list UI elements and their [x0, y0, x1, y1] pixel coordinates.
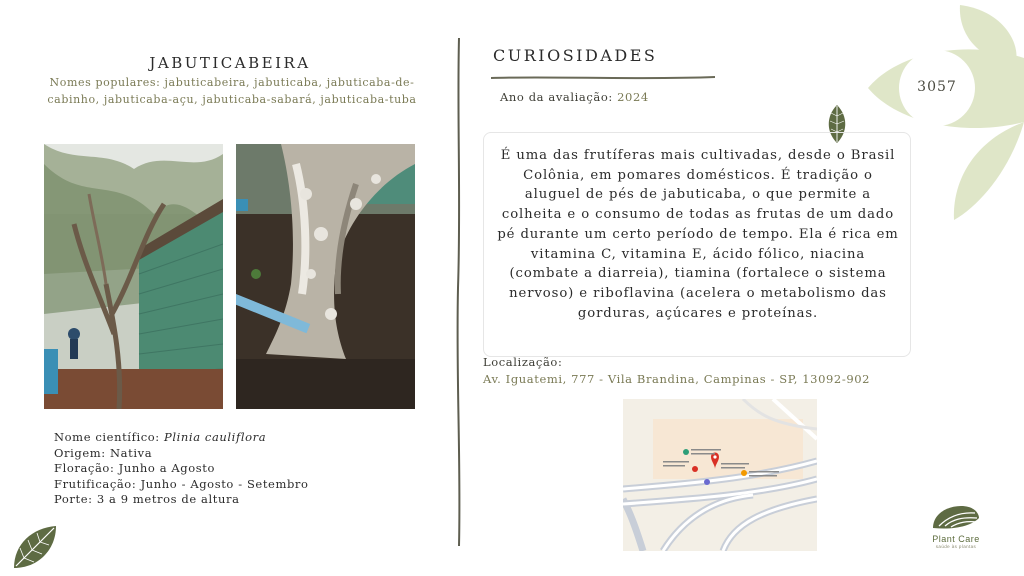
scientific-name-label: Nome científico:: [54, 430, 165, 444]
plant-title: JABUTICABEIRA: [149, 54, 311, 72]
plant-care-logo: [931, 504, 981, 532]
logo-tagline: saúde às plantas: [935, 544, 977, 549]
decorative-leaves: [860, 0, 1024, 225]
tree-trunk-photo: [236, 144, 415, 409]
badge-number: 3057: [917, 79, 957, 95]
evaluation-year: [500, 90, 649, 104]
fruiting: Frutificação: Junho - Agosto - Setembro: [54, 476, 309, 491]
plant-facts: [54, 430, 309, 508]
logo-name: Plant Care: [932, 534, 980, 544]
location-map[interactable]: [623, 399, 817, 551]
size: Porte: 3 a 9 metros de altura: [54, 492, 240, 506]
scientific-name: Plinia cauliflora: [164, 430, 267, 444]
curiosities-title: CURIOSIDADES: [493, 46, 658, 65]
title-underline: [491, 67, 715, 75]
column-divider: [454, 38, 464, 546]
location-label: Localização:: [483, 355, 563, 369]
origin: Origem: Nativa: [54, 445, 153, 460]
leaf-icon: [10, 522, 60, 572]
year-value: 2024: [617, 90, 649, 104]
curiosity-text: É uma das frutíferas mais cultivadas, desde o Brasil Colônia, em pomares domésticos. É tradição o aluguel de pés de jabuticaba, o que permite a colheita e o consumo de todas as frutas de um dado pé durante um certo período de tempo. Ela é rica em vitamina C, vitamina E, ácido fólico, niacina (combate a diarreia), tiamina (fortalece o sistema nervoso) e riboflavina (acelera o metabolismo das gorduras, açúcares e proteínas.: [497, 148, 899, 321]
location-address[interactable]: Av. Iguatemi, 777 - Vila Brandina, Campinas - SP, 13092-902: [483, 372, 871, 386]
flowering: Floração: Junho a Agosto: [54, 461, 216, 475]
year-label: Ano da avaliação:: [500, 90, 618, 104]
popular-names: Nomes populares: jabuticabeira, jabuticaba, jabuticaba-de-cabinho, jabuticaba-açu, jabuticaba-sabará, jabuticaba-tuba: [47, 76, 417, 106]
tree-photo-wall: [44, 144, 223, 409]
scientific-name-line: [54, 430, 309, 446]
